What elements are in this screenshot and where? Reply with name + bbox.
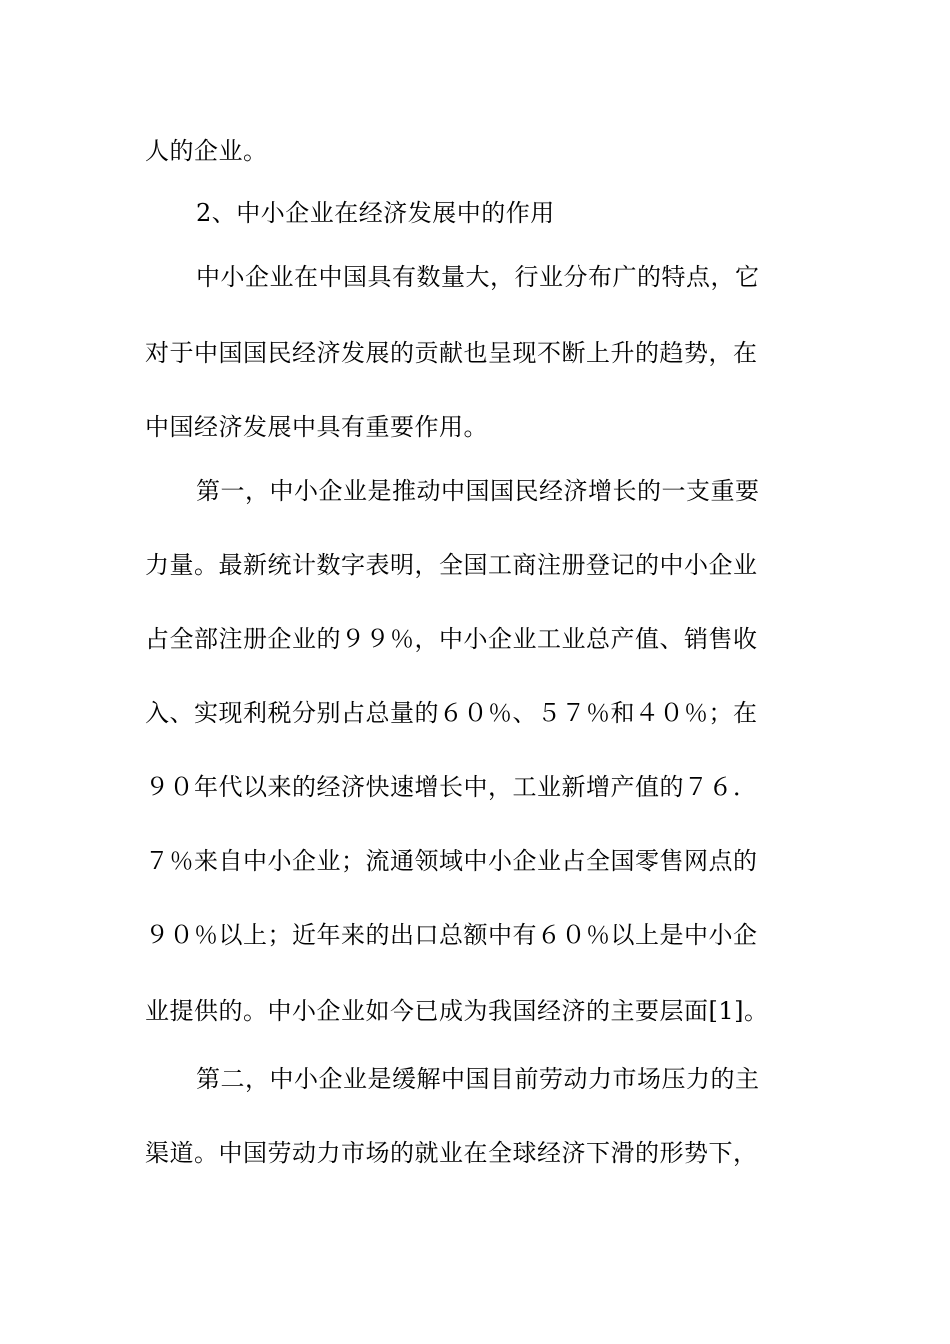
paragraph-line-10: ９０年代以来的经济快速增长中，工业新增产值的７６． [145, 773, 758, 801]
paragraph-line-12: ９０％以上；近年来的出口总额中有６０％以上是中小企 [145, 921, 758, 949]
paragraph-line-13: 业提供的。中小企业如今已成为我国经济的主要层面[1]。 [145, 997, 769, 1025]
paragraph-line-9: 入、实现利税分别占总量的６０％、５７％和４０％；在 [145, 699, 758, 727]
paragraph-line-4: 对于中国国民经济发展的贡献也呈现不断上升的趋势，在 [145, 339, 758, 367]
paragraph-line-8: 占全部注册企业的９９％，中小企业工业总产值、销售收 [145, 625, 758, 653]
paragraph-line-5: 中国经济发展中具有重要作用。 [145, 413, 488, 441]
paragraph-line-3: 中小企业在中国具有数量大，行业分布广的特点，它 [196, 263, 760, 291]
paragraph-line-1: 人的企业。 [145, 137, 268, 165]
section-heading: 2、中小企业在经济发展中的作用 [196, 199, 555, 227]
paragraph-line-15: 渠道。中国劳动力市场的就业在全球经济下滑的形势下， [145, 1139, 758, 1167]
paragraph-line-7: 力量。最新统计数字表明，全国工商注册登记的中小企业 [145, 551, 758, 579]
paragraph-line-14: 第二，中小企业是缓解中国目前劳动力市场压力的主 [196, 1065, 760, 1093]
paragraph-line-6: 第一，中小企业是推动中国国民经济增长的一支重要 [196, 477, 760, 505]
paragraph-line-11: ７％来自中小企业；流通领域中小企业占全国零售网点的 [145, 847, 758, 875]
